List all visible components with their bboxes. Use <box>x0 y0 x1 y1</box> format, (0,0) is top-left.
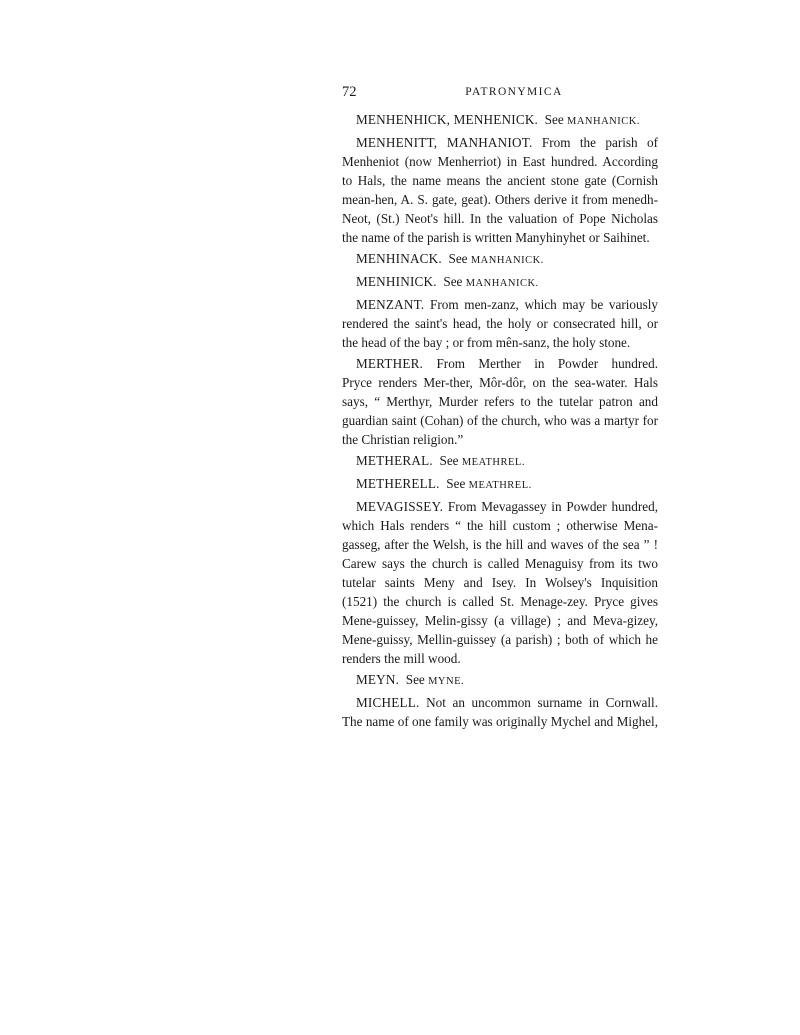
entry-metherell <box>342 474 658 495</box>
entry-line: Menheniot (now Menherriot) in East hundred. According <box>342 154 658 169</box>
entry-line: guardian saint (Cohan) of the church, who was a martyr for <box>342 413 658 428</box>
headword: MENHINICK. <box>356 274 437 289</box>
headword: MENZANT. <box>356 297 425 312</box>
cross-reference: MYNE. <box>428 676 465 687</box>
headword: MEVAGISSEY. <box>356 499 444 514</box>
entry-line: Pryce renders Mer-ther, Môr-dôr, on the sea-water. Hals <box>342 375 658 390</box>
cross-reference: MANHANICK. <box>465 278 539 289</box>
see-label: See <box>446 476 466 491</box>
see-label: See <box>439 453 459 468</box>
headword: METHERAL. <box>356 453 433 468</box>
headword: MENHENITT, MANHANIOT. <box>356 135 533 150</box>
headword: MICHELL. <box>356 695 420 710</box>
entry-line: (1521) the church is called St. Menage-zey. Pryce gives <box>342 594 658 609</box>
entry-line <box>342 354 658 373</box>
see-label: See <box>443 274 463 289</box>
page-header <box>342 84 658 106</box>
entry-line: Mene-guissy, Mellin-guissey (a parish) ; both of which he <box>342 632 658 647</box>
see-label: See <box>544 112 564 127</box>
body-text: From Mevagassey in Powder hundred, <box>443 499 658 514</box>
entry-menhinack <box>342 249 658 270</box>
entry-line <box>342 693 658 712</box>
headword: METHERELL. <box>356 476 440 491</box>
headword: MEYN. <box>356 672 400 687</box>
body-text: From the parish of <box>532 135 658 150</box>
see-label: See <box>405 672 425 687</box>
entry-metheral <box>342 451 658 472</box>
entry-line: Carew says the church is called Menaguisy from its two <box>342 556 658 571</box>
entry-mevagissey <box>342 497 658 668</box>
entry-line: Neot, (St.) Neot's hill. In the valuation of Pope Nicholas <box>342 211 658 226</box>
entry-menzant <box>342 295 658 352</box>
cross-reference: MANHANICK. <box>567 116 640 127</box>
headword: MENHENHICK, MENHENICK. <box>356 112 539 127</box>
entry-merther <box>342 354 658 449</box>
entry-menhinick <box>342 272 658 293</box>
entry-michell <box>342 693 658 731</box>
entry-line: which Hals renders “ the hill custom ; otherwise Mena- <box>342 518 658 533</box>
running-head: PATRONYMICA <box>465 86 563 98</box>
entry-line: mean-hen, A. S. gate, geat). Others derive it from menedh- <box>342 192 658 207</box>
entries <box>342 110 658 731</box>
page-number: 72 <box>342 84 357 100</box>
entry-line: The name of one family was originally Mychel and Mighel, <box>342 714 658 729</box>
entry-meyn <box>342 670 658 691</box>
entry-line: to Hals, the name means the ancient stone gate (Cornish <box>342 173 658 188</box>
headword: MENHINACK. <box>356 251 442 266</box>
entry-line <box>342 497 658 516</box>
book-page <box>342 84 658 733</box>
entry-line: Mene-guissey, Melin-gissy (a village) ; and Meva-gizey, <box>342 613 658 628</box>
entry-line: the Christian religion.” <box>342 432 464 447</box>
entry-line: the head of the bay ; or from mên-sanz, the holy stone. <box>342 335 631 350</box>
entry-line: tutelar saints Meny and Isey. In Wolsey's Inquisition <box>342 575 658 590</box>
entry-line: gasseg, after the Welsh, is the hill and waves of the sea ” ! <box>342 537 658 552</box>
entry-line: renders the mill wood. <box>342 651 461 666</box>
cross-reference: MEATHREL. <box>461 457 525 468</box>
entry-line: says, “ Merthyr, Murder refers to the tutelar patron and <box>342 394 658 409</box>
body-text: Not an uncommon surname in Cornwall. <box>419 695 658 710</box>
cross-reference: MANHANICK. <box>470 255 544 266</box>
body-text: From men-zanz, which may be variously <box>424 297 658 312</box>
entry-menhenhick <box>342 110 658 131</box>
entry-menhenitt <box>342 133 658 247</box>
body-text: From Merther in Powder hundred. <box>423 356 658 371</box>
see-label: See <box>448 251 468 266</box>
entry-line: rendered the saint's head, the holy or consecrated hill, or <box>342 316 658 331</box>
headword: MERTHER. <box>356 356 424 371</box>
entry-line: the name of the parish is written Manyhinyhet or Saihinet. <box>342 230 650 245</box>
cross-reference: MEATHREL. <box>468 480 532 491</box>
entry-line <box>342 295 658 314</box>
entry-line <box>342 133 658 152</box>
